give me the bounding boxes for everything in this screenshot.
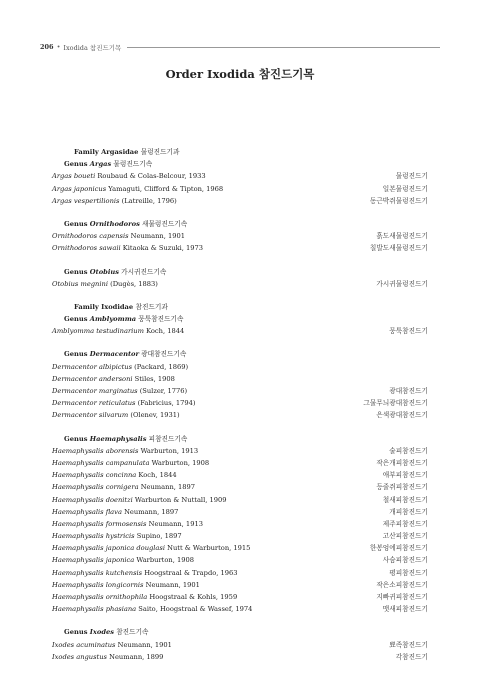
genus-label: Genus	[64, 628, 90, 637]
species-korean-name: 술피참진드기	[389, 446, 428, 455]
species-name: Haemaphysalis longicornis	[52, 580, 144, 589]
genus-korean-name: 광대참진드기속	[139, 350, 187, 359]
species-row	[52, 651, 428, 663]
species-author: Koch, 1844	[143, 327, 185, 336]
genus-name: Ornithodoros	[89, 219, 140, 228]
species-row	[52, 579, 428, 591]
genus-heading	[52, 266, 428, 278]
genus-korean-name: 새물렁진드기속	[139, 219, 188, 228]
species-author: (Olenev, 1931)	[128, 411, 180, 420]
species-name: Dermacentor andersoni	[52, 374, 133, 383]
genus-label: Genus	[64, 160, 90, 169]
species-korean-name: 맷새피참진드기	[382, 605, 428, 614]
species-korean-name: 애부피참진드기	[382, 471, 428, 480]
species-name: Haemaphysalis doenitzi	[52, 495, 133, 504]
genus-korean-name: 뭉툭참진드기속	[136, 315, 184, 324]
family-heading	[52, 146, 428, 158]
family-name: Family Argasidae	[74, 148, 141, 156]
genus-heading	[52, 313, 428, 325]
species-name: Haemaphysalis ornithophila	[52, 593, 148, 601]
species-author: Nutt & Warburton, 1915	[165, 544, 251, 553]
family-heading	[52, 301, 428, 313]
species-author: Neumann, 1901	[128, 232, 185, 241]
genus-label: Genus	[64, 267, 90, 276]
species-korean-name: 은색광대참진드기	[376, 411, 428, 420]
species-korean-name: 등줄쥐피참진드기	[376, 483, 428, 492]
species-row	[52, 361, 428, 373]
species-row	[52, 445, 428, 457]
species-korean-name: 물렁진드기	[395, 172, 428, 181]
species-name: Dermacentor silvarum	[52, 411, 129, 420]
genus-label: Genus	[64, 434, 90, 443]
genus-heading	[52, 348, 428, 360]
genus-korean-name: 물렁진드기속	[111, 160, 153, 169]
species-korean-name: 뾰족참진드기	[389, 640, 428, 649]
species-author: (Dugès, 1883)	[107, 279, 158, 288]
genus-heading	[52, 626, 428, 638]
species-author: Koch, 1844	[136, 471, 177, 480]
species-korean-name: 작은개피참진드기	[376, 458, 428, 467]
species-row	[52, 409, 428, 421]
spacer	[52, 255, 428, 266]
genus-label: Genus	[64, 315, 90, 324]
species-author: Saito, Hoogstraal & Wassef, 1974	[136, 605, 253, 614]
species-name: Haemaphysalis hystricis	[52, 532, 135, 541]
species-name: Ixodes acuminatus	[52, 640, 116, 649]
species-row	[52, 278, 428, 290]
species-name: Dermacentor albipictus	[52, 362, 133, 371]
species-row	[52, 325, 428, 337]
species-row	[52, 373, 428, 385]
species-korean-name: 한봉엉에피참진드기	[369, 544, 428, 553]
genus-korean-name: 가시귀진드기속	[119, 267, 167, 276]
family-name: Family Ixodidae	[74, 302, 136, 311]
species-row	[52, 506, 428, 518]
species-name: Amblyomma testudinarium	[52, 327, 144, 336]
species-author: Neumann, 1901	[115, 640, 172, 649]
species-korean-name: 동근박쥐물렁진드기	[369, 196, 428, 205]
running-header	[40, 40, 440, 54]
species-name: Haemaphysalis concinna	[52, 471, 137, 480]
species-row	[52, 639, 428, 651]
species-name: Haemaphysalis campanulata	[52, 458, 150, 467]
family-korean-name: 물렁진드기과	[140, 148, 180, 156]
species-author: Neumann, 1913	[146, 519, 203, 528]
species-name: Otobius megnini	[52, 279, 108, 288]
species-korean-name: 개피참진드기	[389, 507, 428, 516]
running-section-title: Ixodida 참진드기목	[63, 43, 122, 52]
species-author: (Sulzer, 1776)	[137, 387, 188, 395]
header-separator: •	[56, 43, 61, 51]
genus-name: Otobius	[89, 267, 120, 276]
spacer	[52, 615, 428, 626]
species-korean-name: 각참진드기	[395, 652, 428, 661]
species-korean-name: 일본물렁진드기	[382, 184, 428, 193]
species-name: Ornithodoros capensis	[52, 232, 129, 241]
species-author: Warburton, 1908	[149, 458, 210, 467]
species-row	[52, 385, 428, 397]
species-row	[52, 230, 428, 242]
header-rule	[127, 47, 440, 48]
species-name: Haemaphysalis cornigera	[52, 483, 139, 492]
species-author: Neumann, 1897	[138, 483, 196, 492]
species-author: (Packard, 1869)	[132, 362, 189, 371]
species-author: Stiles, 1908	[132, 374, 175, 383]
species-row	[52, 603, 428, 615]
species-author: Kitaoka & Suzuki, 1973	[120, 244, 204, 253]
species-name: Haemaphysalis aborensis	[52, 446, 139, 455]
species-korean-name: 철새피참진드기	[382, 495, 428, 504]
species-name: Argas boueti	[52, 172, 96, 181]
page-number: 206	[40, 43, 54, 51]
genus-korean-name: 피참진드기속	[146, 434, 188, 443]
species-row	[52, 457, 428, 469]
species-row	[52, 183, 428, 195]
species-korean-name: 뭉툭참진드기	[389, 327, 428, 336]
species-row	[52, 591, 428, 603]
spacer	[52, 207, 428, 218]
genus-label: Genus	[64, 219, 90, 228]
spacer	[52, 422, 428, 433]
species-name: Argas japonicus	[52, 184, 107, 193]
species-row	[52, 494, 428, 506]
species-author: Hoogstraal & Trapdo, 1963	[142, 568, 238, 577]
species-korean-name: 제주피참진드기	[382, 519, 428, 528]
genus-name: Haemaphysalis	[89, 434, 147, 443]
genus-korean-name: 참진드기속	[114, 628, 149, 637]
page-title: Order Ixodida 참진드기목	[165, 67, 315, 81]
spacer	[52, 290, 428, 301]
species-row	[52, 567, 428, 579]
species-row	[52, 397, 428, 409]
species-author: (Fabricius, 1794)	[135, 399, 196, 408]
species-name: Haemaphysalis kutchensis	[52, 568, 143, 577]
species-name: Haemaphysalis formosensis	[52, 519, 147, 528]
species-author: Roubaud & Colas-Belcour, 1933	[95, 172, 206, 181]
genus-name: Argas	[89, 160, 112, 169]
species-author: Neumann, 1901	[143, 580, 200, 589]
species-name: Haemaphysalis flava	[52, 507, 122, 516]
species-author: Neumann, 1897	[121, 507, 179, 516]
genus-name: Dermacentor	[89, 350, 140, 359]
species-korean-name: 고산피참진드기	[382, 532, 428, 541]
species-author: (Latreille, 1796)	[119, 196, 177, 205]
species-name: Ornithodoros sawaii	[52, 244, 121, 253]
genus-heading	[52, 158, 428, 170]
species-author: Warburton & Nuttall, 1909	[132, 495, 227, 504]
species-author: Supino, 1897	[134, 532, 182, 541]
species-name: Haemaphysalis phasiana	[52, 605, 137, 614]
species-name: Dermacentor marginatus	[52, 387, 138, 395]
species-korean-name: 흙도새물렁진드기	[376, 232, 428, 241]
species-row	[52, 481, 428, 493]
species-korean-name: 칠발도새물렁진드기	[369, 244, 428, 253]
species-name: Ixodes angustus	[52, 652, 107, 661]
genus-name: Amblyomma	[89, 315, 137, 324]
family-korean-name: 참진드기과	[135, 302, 168, 311]
genus-heading	[52, 433, 428, 445]
species-korean-name: 가시귀물렁진드기	[376, 279, 428, 288]
species-name: Dermacentor reticulatus	[52, 399, 136, 408]
species-korean-name: 평피참진드기	[389, 568, 428, 577]
species-row	[52, 518, 428, 530]
species-row	[52, 469, 428, 481]
species-list	[52, 146, 428, 663]
species-row	[52, 542, 428, 554]
species-row	[52, 530, 428, 542]
species-name: Haemaphysalis japonica	[52, 556, 135, 565]
species-author: Hoogstraal & Kohls, 1959	[147, 593, 238, 601]
species-korean-name: 작은소피참진드기	[376, 580, 428, 589]
species-author: Warburton, 1908	[134, 556, 194, 565]
species-author: Yamaguti, Clifford & Tipton, 1968	[106, 184, 224, 193]
species-korean-name: 사슴피참진드기	[382, 556, 428, 565]
species-row	[52, 170, 428, 182]
genus-label: Genus	[64, 350, 90, 359]
species-korean-name: 그물무늬광대참진드기	[363, 399, 428, 408]
species-korean-name: 지빠귀피참진드기	[376, 593, 428, 601]
species-name: Haemaphysalis japonica douglasi	[52, 544, 165, 553]
species-row	[52, 195, 428, 207]
species-author: Warburton, 1913	[138, 446, 199, 455]
species-row	[52, 242, 428, 254]
genus-name: Ixodes	[89, 628, 115, 637]
spacer	[52, 337, 428, 348]
genus-heading	[52, 218, 428, 230]
species-name: Argas vespertilionis	[52, 196, 120, 205]
species-korean-name: 광대참진드기	[389, 387, 428, 395]
species-row	[52, 554, 428, 566]
species-author: Neumann, 1899	[106, 652, 164, 661]
